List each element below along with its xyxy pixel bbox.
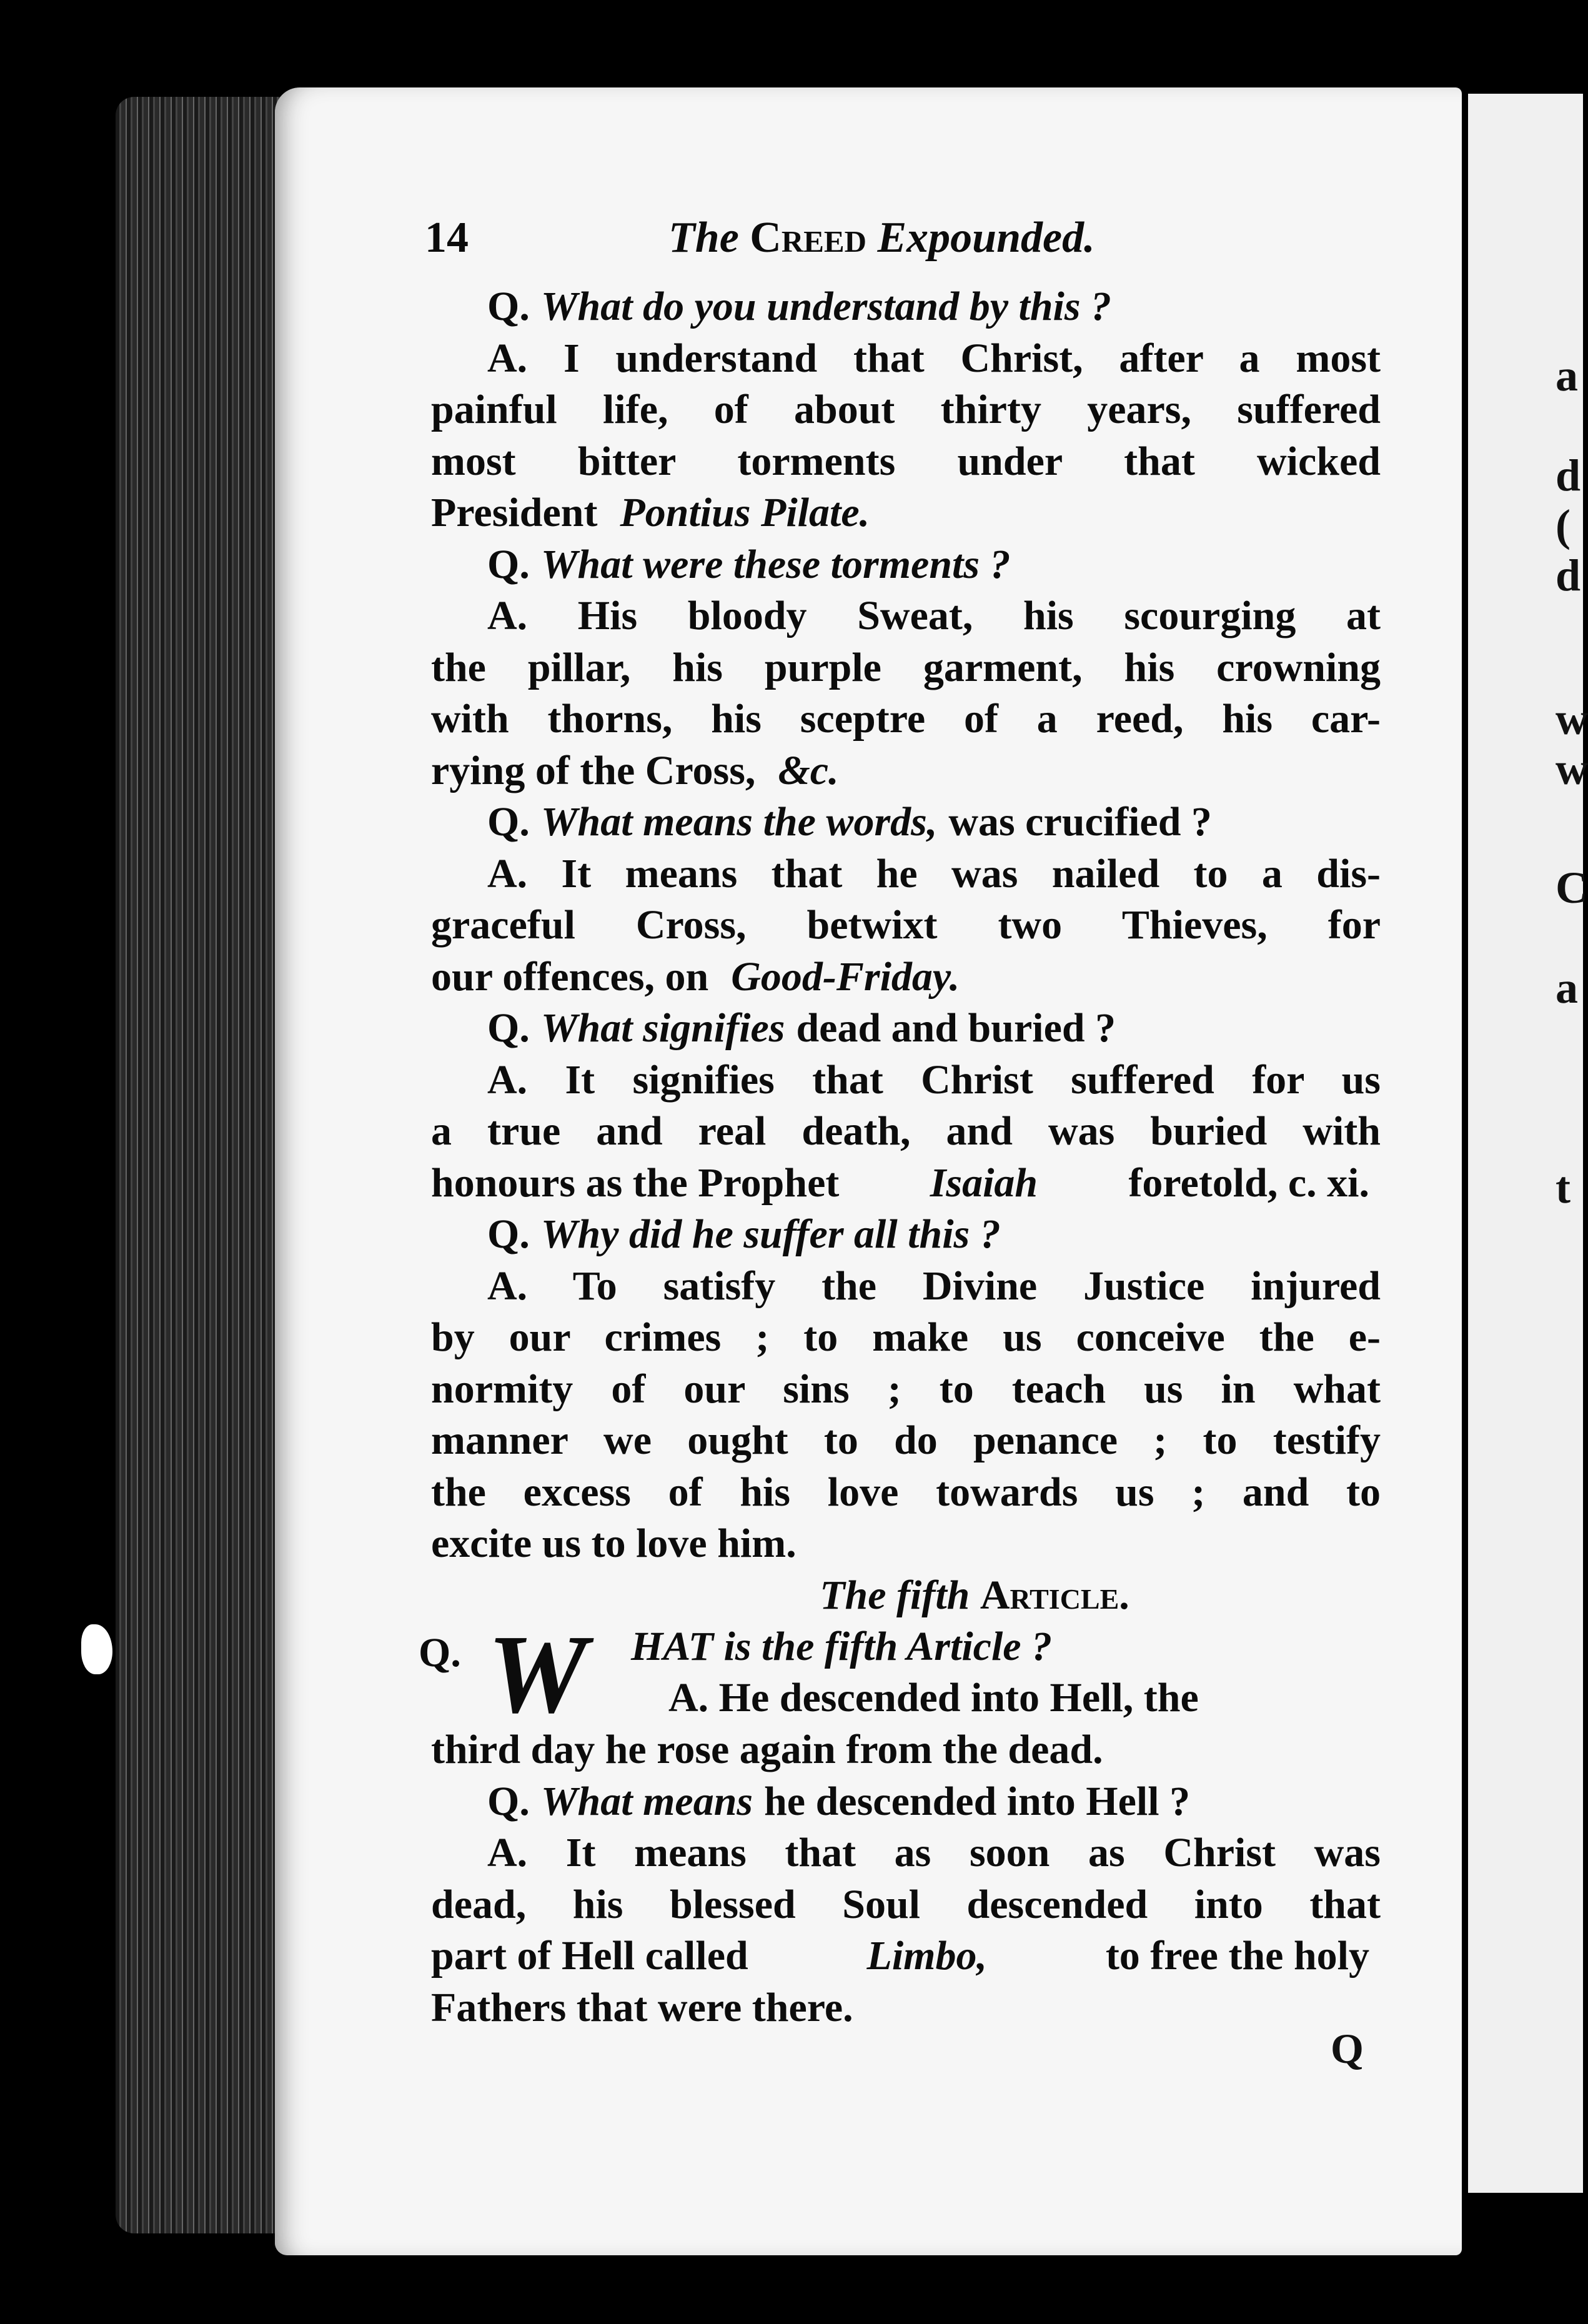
text-line [431, 1776, 1381, 1828]
text-line [431, 487, 1381, 539]
line-text: A. To satisfy the Divine Justice injured [487, 1263, 1381, 1309]
line-segment: he descended into Hell ? [764, 1778, 1191, 1824]
text-line [431, 1415, 1381, 1467]
running-title [668, 212, 1095, 264]
line-text: painful life, of about thirty years, suffered [431, 387, 1381, 432]
text-line [431, 745, 1381, 797]
line-segment: Q. [487, 1005, 530, 1051]
text-line [431, 1312, 1381, 1364]
text-line [431, 1209, 1381, 1261]
page-number: 14 [425, 214, 469, 262]
text-line [431, 590, 1381, 642]
text-block-2 [431, 1724, 1381, 2034]
dropcap-paragraph [419, 1612, 1381, 1736]
line-text: a true and real death, and was buried with [431, 1108, 1381, 1154]
line-segment: Q. [487, 799, 530, 845]
text-line [431, 951, 1381, 1003]
text-line [431, 281, 1381, 333]
text-line [431, 1106, 1381, 1158]
line-text: Fathers that were there. [431, 1984, 853, 2030]
title-pre: The [668, 214, 750, 262]
line-segment: Isaiah [930, 1160, 1038, 1206]
line-segment: Q. [487, 1778, 530, 1824]
line-text: A. It signifies that Christ suffered for us [487, 1056, 1381, 1103]
line-segment: What were these torments ? [540, 541, 1011, 587]
line-segment: President [431, 490, 598, 535]
page-blemish [81, 1624, 112, 1674]
line-segment: What signifies [540, 1005, 785, 1051]
dropcap-line-1 [631, 1621, 1381, 1673]
facing-fragment: C [1556, 863, 1588, 913]
drop-cap: W [487, 1612, 588, 1736]
line-segment: part of Hell called [431, 1933, 748, 1979]
line-text: with thorns, his sceptre of a reed, his car- [431, 696, 1381, 742]
text-line [431, 693, 1381, 745]
line-text: manner we ought to do penance ; to testify [431, 1418, 1381, 1463]
facing-fragment: d [1556, 550, 1581, 600]
line-segment: Good-Friday. [731, 953, 960, 1000]
line-text: A. It means that as soon as Christ was [487, 1830, 1381, 1875]
running-header [425, 212, 1381, 281]
text-line [431, 1055, 1381, 1106]
title-creed: Creed [750, 214, 866, 262]
line-text: A. His bloody Sweat, his scourging at [487, 593, 1381, 638]
text-line [431, 848, 1381, 900]
line-segment: &c. [778, 747, 839, 793]
catchword: Q [1331, 2025, 1364, 2072]
line-segment: What means [540, 1778, 753, 1824]
line-text: A. I understand that Christ, after a most [487, 335, 1381, 381]
line-segment: was crucified ? [948, 799, 1212, 845]
line-text: the excess of his love towards us ; and to [431, 1469, 1381, 1515]
section-heading-italic: The fifth [820, 1572, 970, 1618]
text-line [431, 1518, 1381, 1570]
line-text: by our crimes ; to make us conceive the e- [431, 1314, 1381, 1360]
text-line [431, 1003, 1381, 1055]
text-line [431, 436, 1381, 488]
line-segment: foretold, c. xi. [1128, 1160, 1369, 1206]
line-text: graceful Cross, betwixt two Thieves, for [431, 902, 1381, 948]
question-label: Q. [419, 1630, 461, 1676]
line-segment: What means the words, [540, 799, 938, 845]
text-line [431, 384, 1381, 436]
text-line [431, 1261, 1381, 1313]
text-line [431, 1467, 1381, 1519]
text-line [431, 539, 1381, 591]
line-segment: What do you understand by this ? [540, 284, 1112, 329]
line-text: the pillar, his purple garment, his crowning [431, 644, 1381, 690]
dropcap-line-2: A. He descended into Hell, the [668, 1675, 1199, 1721]
line-text: normity of our sins ; to teach us in what [431, 1366, 1381, 1412]
text-line [431, 1930, 1381, 1982]
line-text: most bitter torments under that wicked [431, 438, 1381, 484]
facing-fragment: t [1556, 1163, 1571, 1213]
line-segment: honours as the Prophet [431, 1160, 840, 1206]
line-text: A. It means that he was nailed to a dis- [487, 850, 1381, 896]
line-text: excite us to love him. [431, 1521, 796, 1566]
text-line [431, 642, 1381, 694]
dropcap-line-1-text: HAT is the fifth Article ? [631, 1624, 1053, 1669]
page-text [419, 212, 1381, 2034]
line-segment: Q. [487, 541, 530, 587]
text-block-1 [431, 281, 1381, 1570]
section-heading-smallcaps: Article. [980, 1572, 1129, 1618]
line-text: third day he rose again from the dead. [431, 1727, 1103, 1772]
line-segment: Q. [487, 284, 530, 329]
text-line [431, 1827, 1381, 1879]
facing-fragment: a [1556, 350, 1578, 400]
line-segment: our offences, on [431, 953, 709, 1000]
line-segment: Why did he suffer all this ? [540, 1211, 1001, 1257]
line-text: dead, his blessed Soul descended into that [431, 1881, 1381, 1927]
line-segment: to free the holy [1105, 1933, 1369, 1979]
text-line [431, 900, 1381, 951]
text-line [431, 1158, 1381, 1209]
line-segment: dead and buried ? [796, 1005, 1116, 1051]
text-line [431, 797, 1381, 848]
line-segment: Q. [487, 1211, 530, 1257]
text-line [431, 1982, 1381, 2034]
title-post: Expounded. [866, 214, 1095, 262]
facing-fragment: ( [1556, 500, 1571, 550]
line-segment: rying of the Cross, [431, 747, 756, 793]
text-line [431, 333, 1381, 385]
text-line [431, 1879, 1381, 1931]
facing-page-fragment [1468, 94, 1588, 2193]
line-segment: Limbo, [866, 1933, 988, 1979]
facing-fragment: w [1556, 744, 1588, 794]
text-line [431, 1364, 1381, 1416]
facing-fragment: w [1556, 694, 1588, 744]
line-segment: Pontius Pilate. [620, 490, 870, 535]
facing-fragment: a [1556, 963, 1578, 1013]
facing-fragment: d [1556, 450, 1581, 500]
